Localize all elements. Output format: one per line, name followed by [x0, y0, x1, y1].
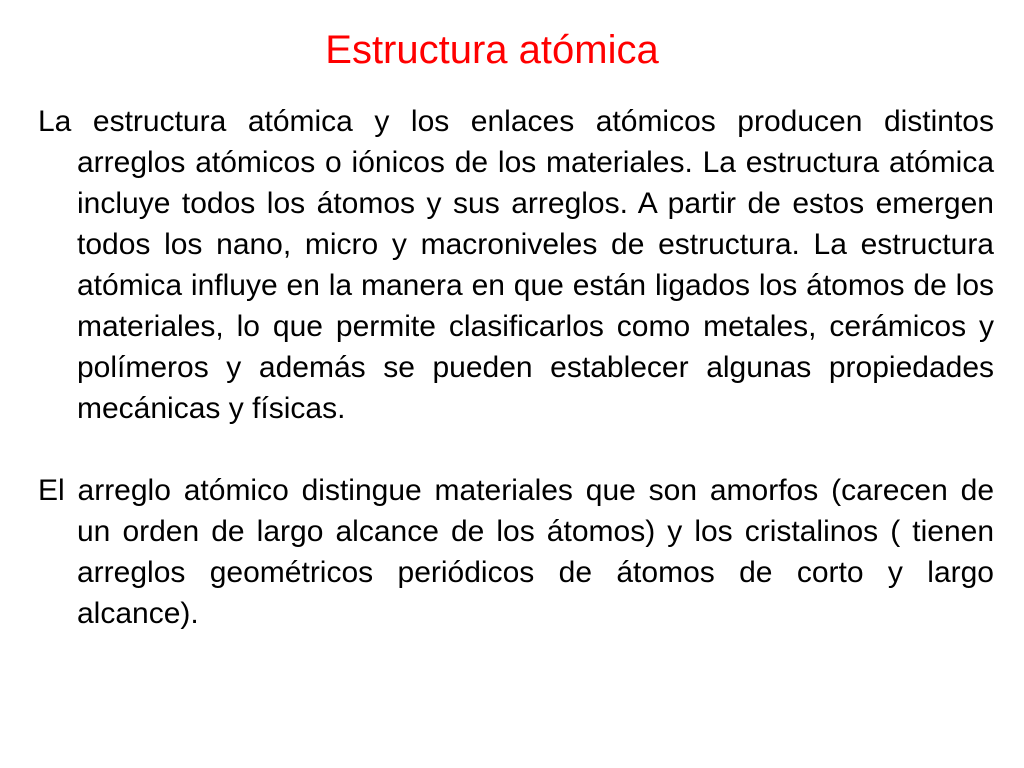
paragraph-atomic-structure: La estructura atómica y los enlaces atómicos producen distintos arreglos atómicos o iónicos de los materiales. La estructura atómica incluye todos los átomos y sus arreglos. A partir de estos emergen todos los nano, micro y macroniveles de estructura. La estructura atómica influye en la manera en que están ligados los átomos de los materiales, lo que permite clasificarlos como metales, cerámicos y polímeros y además se pueden establecer algunas propiedades mecánicas y físicas. — [38, 105, 994, 425]
paragraph-atomic-arrangement: El arreglo atómico distingue materiales que son amorfos (carecen de un orden de largo alcance de los átomos) y los cristalinos ( tienen arreglos geométricos periódicos de átomos de corto y largo alcance). — [38, 474, 994, 630]
slide-body — [38, 101, 994, 634]
slide-title: Estructura atómica — [325, 28, 659, 72]
